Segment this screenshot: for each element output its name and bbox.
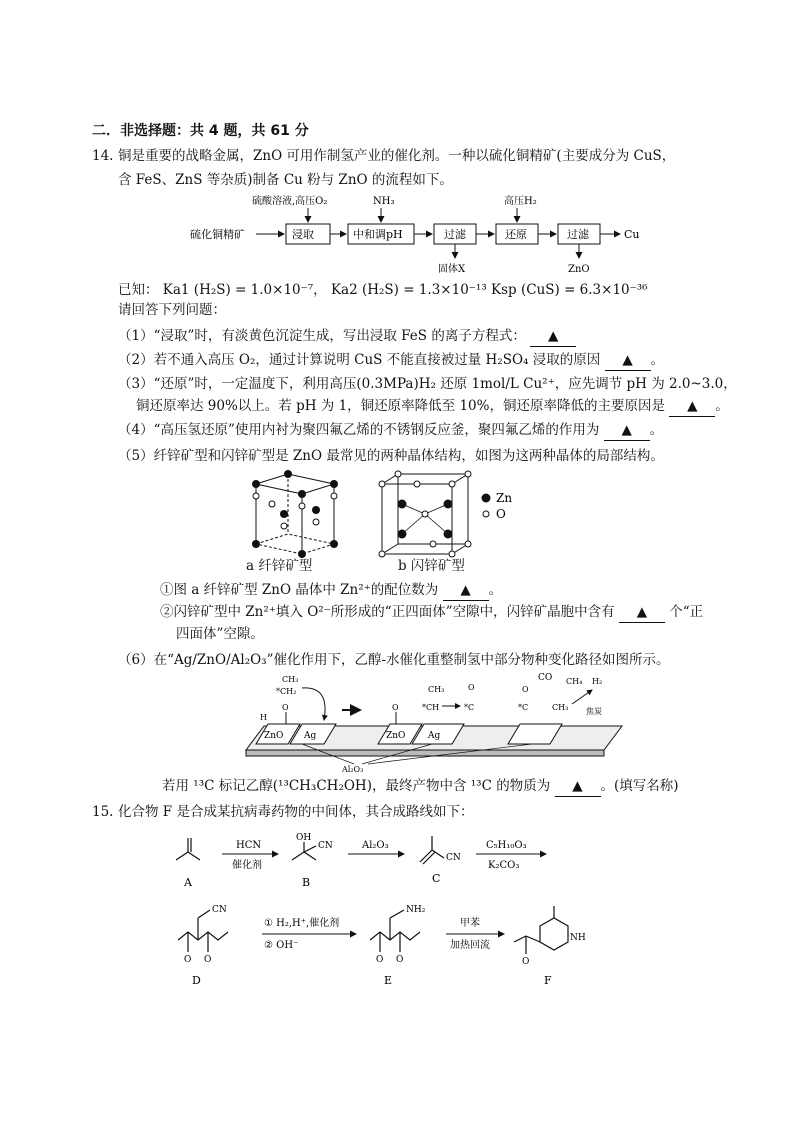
cat-o-1: O: [282, 703, 289, 712]
answer-blank-7[interactable]: ▲: [555, 776, 601, 797]
reagent-ab-top: HCN: [236, 840, 262, 851]
flow-end: Cu: [624, 228, 640, 241]
answer-blank-2[interactable]: ▲: [605, 350, 651, 371]
group-o-d2: O: [204, 955, 212, 965]
process-flow-diagram: [190, 192, 650, 280]
q14-number: 14.: [92, 148, 114, 164]
reagent-de-top: ① H₂,H⁺,催化剂: [264, 918, 340, 929]
q14-part3-line1: （3）“还原”时，一定温度下，利用高压(0.3MPa)H₂ 还原 1mol/L Cu²⁺，应先调节 pH 为 2.0~3.0，: [118, 376, 737, 392]
q14-intro-line1: 铜是重要的战略金属，ZnO 可用作制氢产业的催化剂。一种以硫化铜精矿(主要成分为 CuS，: [118, 148, 676, 164]
group-o-e1: O: [376, 955, 384, 965]
cat-o-3: O: [468, 683, 475, 692]
cat-co: CO: [538, 673, 553, 683]
flow-output-solid: 固体X: [438, 264, 466, 275]
flow-output-zno: ZnO: [568, 264, 590, 275]
cat-ch: *CH: [422, 703, 440, 712]
cat-coke: 焦炭: [586, 707, 602, 716]
group-cn-c: CN: [446, 853, 461, 863]
label-f: F: [544, 974, 552, 987]
q14-known-constants: 已知： Ka1 (H₂S) = 1.0×10⁻⁷， Ka2 (H₂S) = 1.3×10⁻¹³ Ksp (CuS) = 6.3×10⁻³⁶: [118, 282, 648, 298]
flow-start: 硫化铜精矿: [190, 228, 245, 241]
flow-step-filter1: 过滤: [444, 228, 466, 241]
flow-input-acid: 硫酸溶液,高压O₂: [252, 196, 328, 207]
q14-part4: （4）“高压氢还原”使用内衬为聚四氟乙烯的不锈钢反应釜，聚四氟乙烯的作用为 ▲ 。: [118, 420, 663, 441]
label-e: E: [384, 974, 393, 987]
reagent-ab-bottom: 催化剂: [232, 860, 262, 871]
answer-blank-3[interactable]: ▲: [669, 396, 715, 417]
label-c: C: [432, 872, 441, 885]
q14-part5-sub1: ①图 a 纤锌矿型 ZnO 晶体中 Zn²⁺的配位数为 ▲ 。: [160, 580, 502, 601]
legend-o: O: [496, 507, 506, 521]
q14-part1: （1）“浸取”时，有淡黄色沉淀生成，写出浸取 FeS 的离子方程式： ▲: [118, 326, 576, 347]
crystal-b-caption: b 闪锌矿型: [398, 558, 465, 574]
q14-part6-sub1: 若用 ¹³C 标记乙醇(¹³CH₃CH₂OH)，最终产物中含 ¹³C 的物质为 ▲ 。(填写名称): [162, 776, 679, 797]
q15-number: 15.: [92, 804, 114, 820]
cat-c-1: *C: [464, 703, 475, 712]
reagent-de-bottom: ② OH⁻: [264, 940, 299, 951]
cat-zno-1: ZnO: [264, 731, 284, 741]
flow-input-h2: 高压H₂: [504, 196, 537, 207]
group-o-d1: O: [184, 955, 192, 965]
cat-ch3-3: CH₃: [552, 703, 569, 712]
answer-blank-5[interactable]: ▲: [443, 580, 489, 601]
reagent-ef-top: 甲苯: [460, 918, 480, 929]
legend-zn: Zn: [496, 491, 513, 505]
group-nh2: NH₂: [406, 905, 426, 915]
answer-blank-1[interactable]: ▲: [530, 326, 576, 347]
cat-ch3-1: CH₃: [282, 675, 299, 684]
cat-ag-2: Ag: [428, 731, 441, 741]
cat-ch4: CH₄: [566, 677, 583, 686]
q14-part2: （2）若不通入高压 O₂，通过计算说明 CuS 不能直接被过量 H₂SO₄ 浸取的原因 ▲ 。: [118, 350, 664, 371]
answer-blank-6[interactable]: ▲: [619, 602, 665, 623]
q14-intro-line2: 含 FeS、ZnS 等杂质)制备 Cu 粉与 ZnO 的流程如下。: [118, 172, 453, 188]
group-o-e2: O: [396, 955, 404, 965]
cat-h2: H₂: [592, 677, 603, 686]
label-a: A: [184, 876, 192, 889]
reagent-cd-bottom: K₂CO₃: [488, 860, 520, 871]
wurtzite-structure: [252, 470, 338, 558]
flow-input-nh3: NH₃: [373, 196, 395, 207]
cat-o-4: O: [522, 685, 529, 694]
cat-c-2: *C: [518, 703, 529, 712]
label-b: B: [302, 876, 311, 889]
zincblende-structure: [379, 471, 471, 557]
group-nh: NH: [570, 933, 586, 943]
reagent-cd-top: C₅H₁₀O₃: [486, 840, 527, 851]
cat-zno-2: ZnO: [386, 731, 406, 741]
group-cn-d: CN: [212, 905, 227, 915]
section-title: 二．非选择题：共 4 题，共 61 分: [92, 123, 309, 139]
q15-intro: 化合物 F 是合成某抗病毒药物的中间体，其合成路线如下：: [118, 804, 474, 820]
flow-step-reduce: 还原: [505, 228, 527, 241]
cat-o-2: O: [392, 703, 399, 712]
cat-ch3-2: CH₃: [428, 685, 445, 694]
group-cn-b: CN: [318, 841, 333, 851]
q14-part3-line2: 铜还原率达 90%以上。若 pH 为 1，铜还原率降低至 10%，铜还原率降低的主要原因是 ▲ 。: [136, 396, 729, 417]
flow-step-filter2: 过滤: [567, 228, 589, 241]
group-o-f: O: [522, 957, 530, 967]
group-oh: OH: [296, 833, 312, 843]
q14-part5-sub2-cont: 四面体”空隙。: [176, 626, 264, 642]
answer-blank-4[interactable]: ▲: [604, 420, 650, 441]
q14-part5: （5）纤锌矿型和闪锌矿型是 ZnO 最常见的两种晶体结构，如图为这两种晶体的局部结构。: [118, 448, 664, 464]
synthesis-route-row1: [170, 828, 590, 892]
flow-step-leach: 浸取: [292, 228, 314, 241]
reagent-ef-bottom: 加热回流: [450, 940, 490, 951]
cat-ag-1: Ag: [304, 731, 317, 741]
q14-part5-sub2: ②闪锌矿型中 Zn²⁺填入 O²⁻所形成的“正四面体”空隙中，闪锌矿晶胞中含有 ▲ 个“正: [160, 602, 703, 623]
q14-part6: （6）在“Ag/ZnO/Al₂O₃”催化作用下，乙醇-水催化重整制氢中部分物种变化路径如图所示。: [118, 652, 670, 668]
cat-al2o3: Al₂O₃: [342, 765, 364, 774]
synthesis-route-row2: [170, 896, 610, 992]
cat-h-1: H: [260, 713, 267, 722]
label-d: D: [192, 974, 201, 987]
flow-step-neutralize: 中和调pH: [353, 228, 403, 241]
crystal-a-caption: a 纤锌矿型: [246, 558, 313, 574]
reagent-bc: Al₂O₃: [362, 840, 389, 851]
cat-ch2: *CH₂: [276, 687, 297, 696]
q14-prompt: 请回答下列问题：: [118, 302, 226, 318]
catalysis-pathway-diagram: [242, 670, 632, 778]
